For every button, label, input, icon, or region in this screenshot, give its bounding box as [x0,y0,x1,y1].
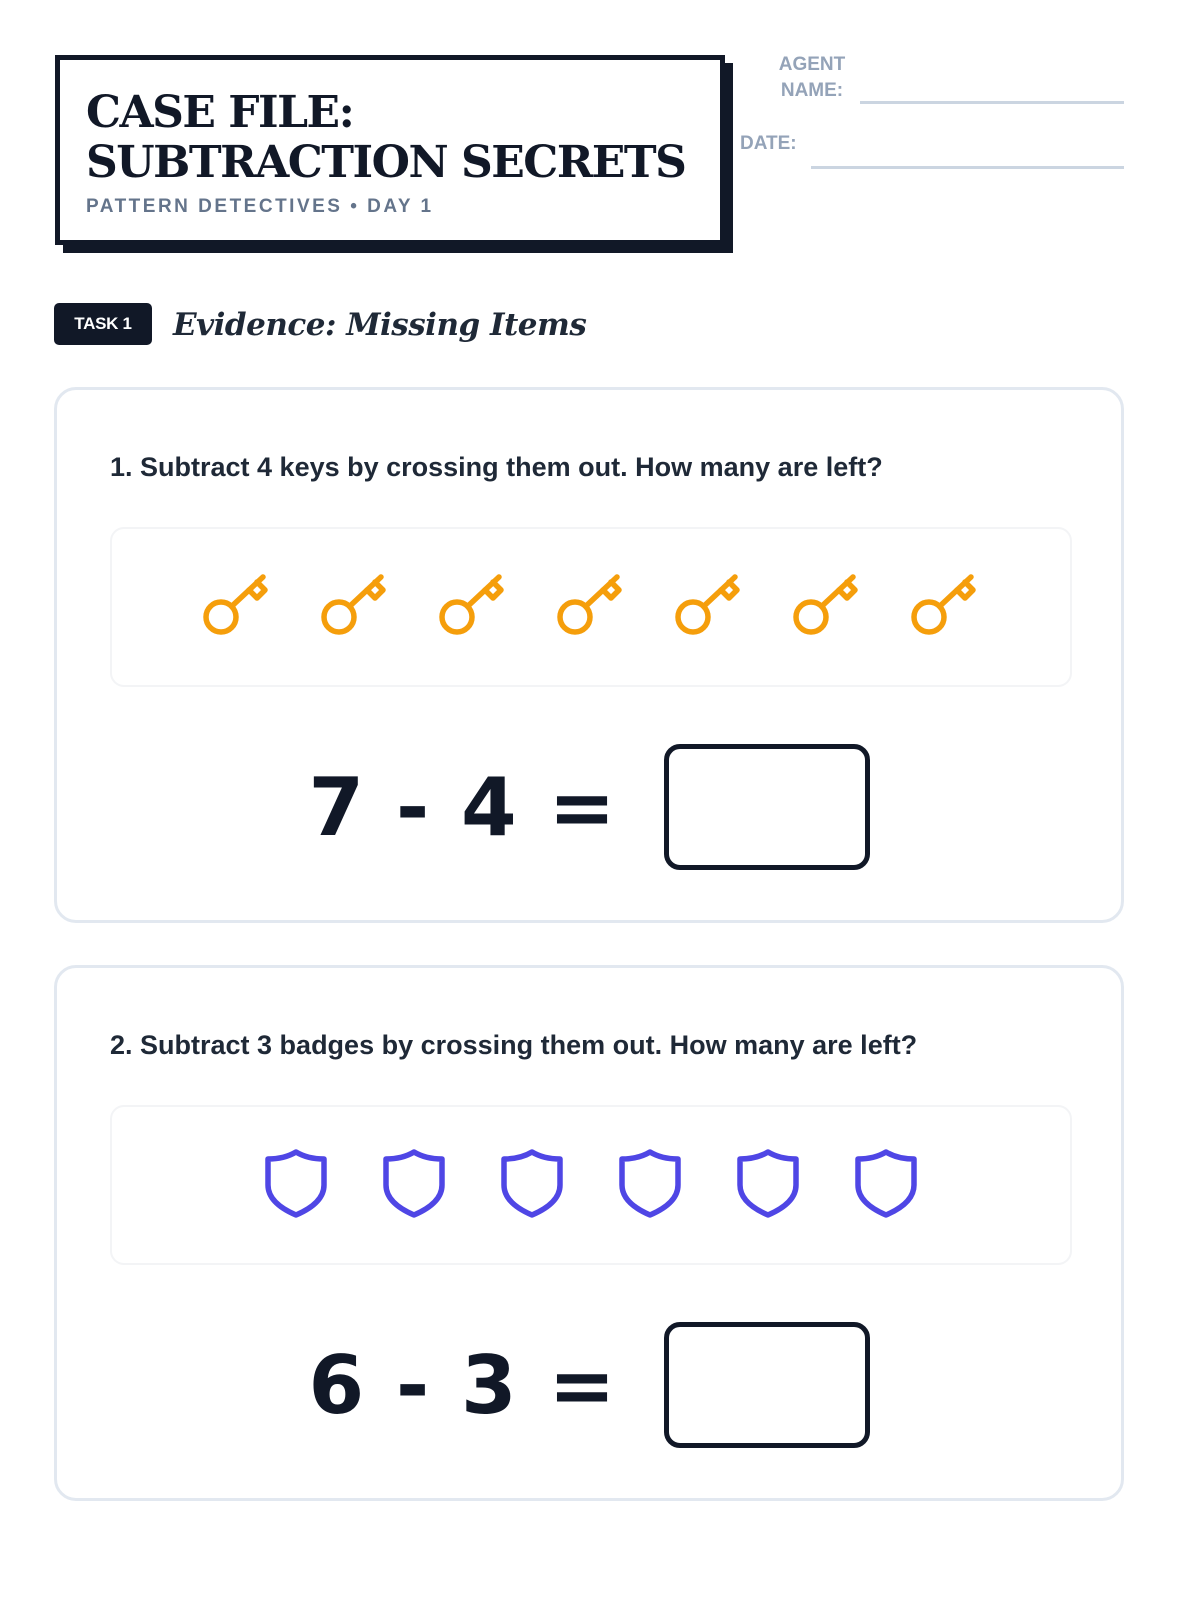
key-icon[interactable] [199,567,275,648]
equation-text: 7 - 4 = [308,760,618,854]
shield-icon-row [110,1105,1072,1265]
equation-row [57,742,1121,872]
problem-card-1 [54,387,1124,923]
answer-box[interactable] [664,1322,870,1448]
problem-card-2 [54,965,1124,1501]
task-badge: TASK 1 [54,303,152,345]
agent-name-label [772,52,852,104]
agent-label-line-2: NAME: [780,80,844,101]
key-icon-row [110,527,1072,687]
shield-icon[interactable] [730,1145,806,1226]
equation-text: 6 - 3 = [308,1338,618,1432]
problem-question: 2. Subtract 3 badges by crossing them out. How many are left? [110,1030,918,1060]
key-icon[interactable] [317,567,393,648]
answer-box[interactable] [664,744,870,870]
shield-icon[interactable] [848,1145,924,1226]
page-subtitle: PATTERN DETECTIVES • DAY 1 [86,196,434,217]
key-icon[interactable] [789,567,865,648]
key-icon[interactable] [553,567,629,648]
key-icon[interactable] [907,567,983,648]
agent-name-field[interactable] [860,101,1124,104]
equation-row [57,1320,1121,1450]
key-icon[interactable] [435,567,511,648]
problem-question: 1. Subtract 4 keys by crossing them out. How many are left? [110,452,883,482]
case-file-card [55,55,725,245]
agent-label-line-1: AGENT [778,54,846,75]
shield-icon[interactable] [612,1145,688,1226]
page-title: CASE FILE: SUBTRACTION SECRETS [86,87,686,188]
date-label: DATE: [740,133,797,154]
task-title: Evidence: Missing Items [173,307,587,343]
shield-icon[interactable] [494,1145,570,1226]
date-field[interactable] [811,166,1124,169]
shield-icon[interactable] [376,1145,452,1226]
key-icon[interactable] [671,567,747,648]
shield-icon[interactable] [258,1145,334,1226]
